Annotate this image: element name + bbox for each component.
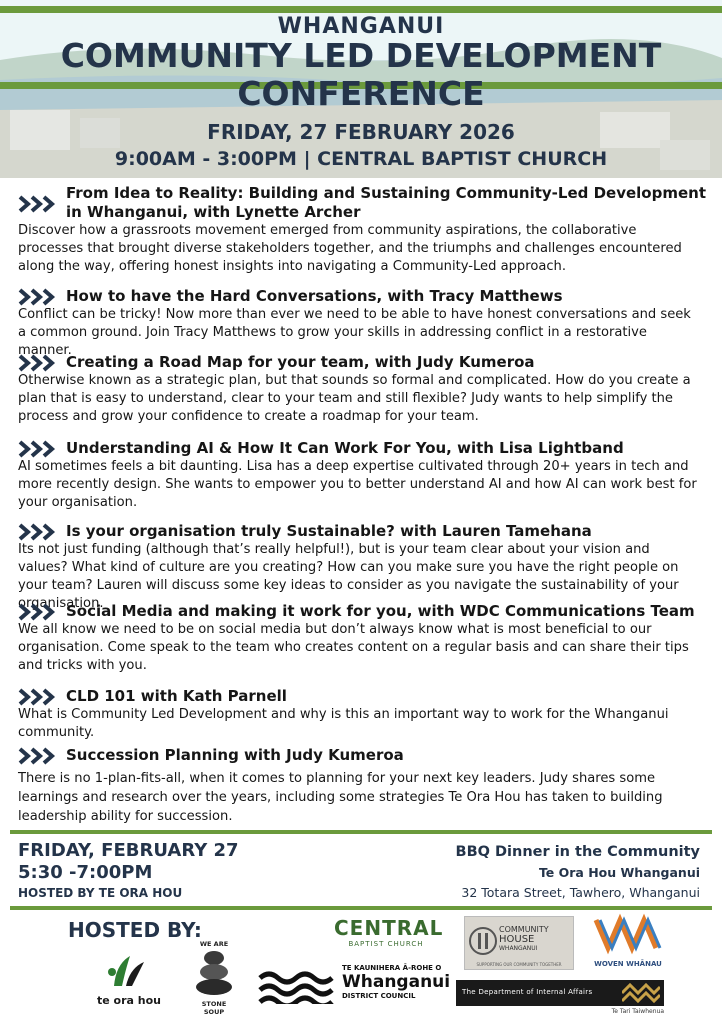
session-1: [0, 184, 722, 276]
pattern-icon: [622, 983, 660, 1003]
evening-date: FRIDAY, FEBRUARY 27: [18, 840, 239, 861]
conference-title: COMMUNITY LED DEVELOPMENT: [60, 36, 662, 75]
triple-chevron-icon: [18, 523, 62, 541]
divider: [10, 830, 712, 834]
central-baptist-logo: CENTRAL BAPTIST CHURCH: [334, 916, 444, 948]
conference-city: WHANGANUI: [277, 14, 445, 39]
session-title: Is your organisation truly Sustainable? with Lauren Tamehana: [0, 522, 722, 541]
whanganui-council-logo: TE KAUNIHERA Ā-ROHE O Whanganui DISTRICT COUNCIL: [258, 962, 478, 1020]
triple-chevron-icon: [18, 288, 62, 306]
triple-chevron-icon: [18, 688, 62, 706]
woven-whanau-logo: WOVEN WHĀNAU: [592, 912, 664, 970]
evening-details: [18, 840, 338, 902]
conference-time-venue: 9:00AM - 3:00PM | CENTRAL BAPTIST CHURCH: [114, 148, 608, 170]
session-title: Creating a Road Map for your team, with Judy Kumeroa: [0, 353, 722, 372]
session-description: What is Community Led Development and why is this an important way to work for the Whanganui community.: [18, 707, 669, 740]
weave-icon: [592, 912, 664, 956]
conference-date: FRIDAY, 27 FEBRUARY 2026: [207, 120, 515, 144]
conference-subtitle: CONFERENCE: [237, 74, 485, 113]
evening-venue: Te Ora Hou Whanganui: [538, 865, 700, 880]
session-title: Social Media and making it work for you, with WDC Communications Team: [0, 602, 722, 621]
session-5: [0, 522, 722, 613]
session-description: There is no 1-plan-fits-all, when it comes to planning for your next key leaders. Judy shares some learnings and research over the years, including some strategies Te Ora Hou has taken to building leadership ability for succession.: [18, 771, 663, 824]
session-title: Understanding AI & How It Can Work For You, with Lisa Lightband: [0, 439, 722, 458]
session-4: [0, 439, 722, 512]
triple-chevron-icon: [18, 354, 62, 372]
conference-header: [0, 0, 722, 178]
evening-title: BBQ Dinner in the Community: [455, 844, 700, 860]
session-8: [0, 746, 722, 826]
session-2: [0, 287, 722, 360]
evening-time: 5:30 -7:00PM: [18, 862, 153, 883]
triple-chevron-icon: [18, 603, 62, 621]
waves-icon: [258, 970, 334, 1004]
session-description: Conflict can be tricky! Now more than ever we need to be able to have honest conversations and seek a common ground. Join Tracy Matthews to grow your skills in addressing conflict in a restorative manner.: [18, 307, 691, 358]
session-description: Discover how a grassroots movement emerged from community aspirations, the collaborative processes that brought diverse stakeholders together, and the triumphs and challenges encountered along the way, offering honest insights into navigating a Community-Led approach.: [18, 223, 682, 274]
fern-icon: [86, 950, 172, 990]
session-7: [0, 687, 722, 742]
triple-chevron-icon: [18, 747, 62, 765]
session-3: [0, 353, 722, 426]
te-ora-hou-logo: te ora hou: [86, 950, 172, 1010]
session-title: CLD 101 with Kath Parnell: [0, 687, 722, 706]
evening-address: 32 Totara Street, Tawhero, Whanganui: [461, 885, 700, 900]
evening-event: [370, 842, 700, 903]
session-description: We all know we need to be on social media but don’t always know what is most beneficial to our organisation. Come speak to the team who creates content on a regular basis and can share their tips and tricks with you.: [18, 622, 689, 673]
triple-chevron-icon: [18, 195, 62, 213]
house-icon: [469, 925, 497, 957]
hosted-by-heading: HOSTED BY:: [68, 918, 202, 942]
session-description: AI sometimes feels a bit daunting. Lisa has a deep expertise cultivated through 20+ years in tech and more recently design. She wants to empower you to better understand AI and how AI can work best for your organisation.: [18, 459, 697, 510]
divider: [10, 906, 712, 910]
session-description: Its not just funding (although that’s really helpful!), but is your team clear about your vision and values? What kind of culture are you creating? How can you make sure you have the right people on your team? Lauren will discuss some key ideas to consider as you navigate the sustainability of your organisation.: [18, 542, 679, 611]
triple-chevron-icon: [18, 440, 62, 458]
session-title: From Idea to Reality: Building and Sustaining Community-Led Development in Whanganui, with Lynette Archer: [0, 184, 722, 222]
stone-soup-logo: WE ARE STONE SOUP: [192, 940, 236, 1012]
dia-subtitle: Te Tari Taiwhenua: [611, 1008, 664, 1015]
internal-affairs-logo: The Department of Internal Affairs: [456, 980, 664, 1006]
evening-host: HOSTED BY TE ORA HOU: [18, 886, 183, 900]
session-description: Otherwise known as a strategic plan, but that sounds so formal and complicated. How do you create a plan that is easy to understand, clear to your team and still flexible? Judy wants to help simplify the process and grow your confidence to create a roadmap for your team.: [18, 373, 691, 424]
session-title: Succession Planning with Judy Kumeroa: [0, 746, 722, 765]
session-6: [0, 602, 722, 675]
session-title: How to have the Hard Conversations, with Tracy Matthews: [0, 287, 722, 306]
stone-stack-icon: [192, 948, 236, 996]
community-house-logo: COMMUNITY HOUSE WHANGANUI SUPPORTING OUR COMMUNITY TOGETHER: [464, 916, 574, 970]
